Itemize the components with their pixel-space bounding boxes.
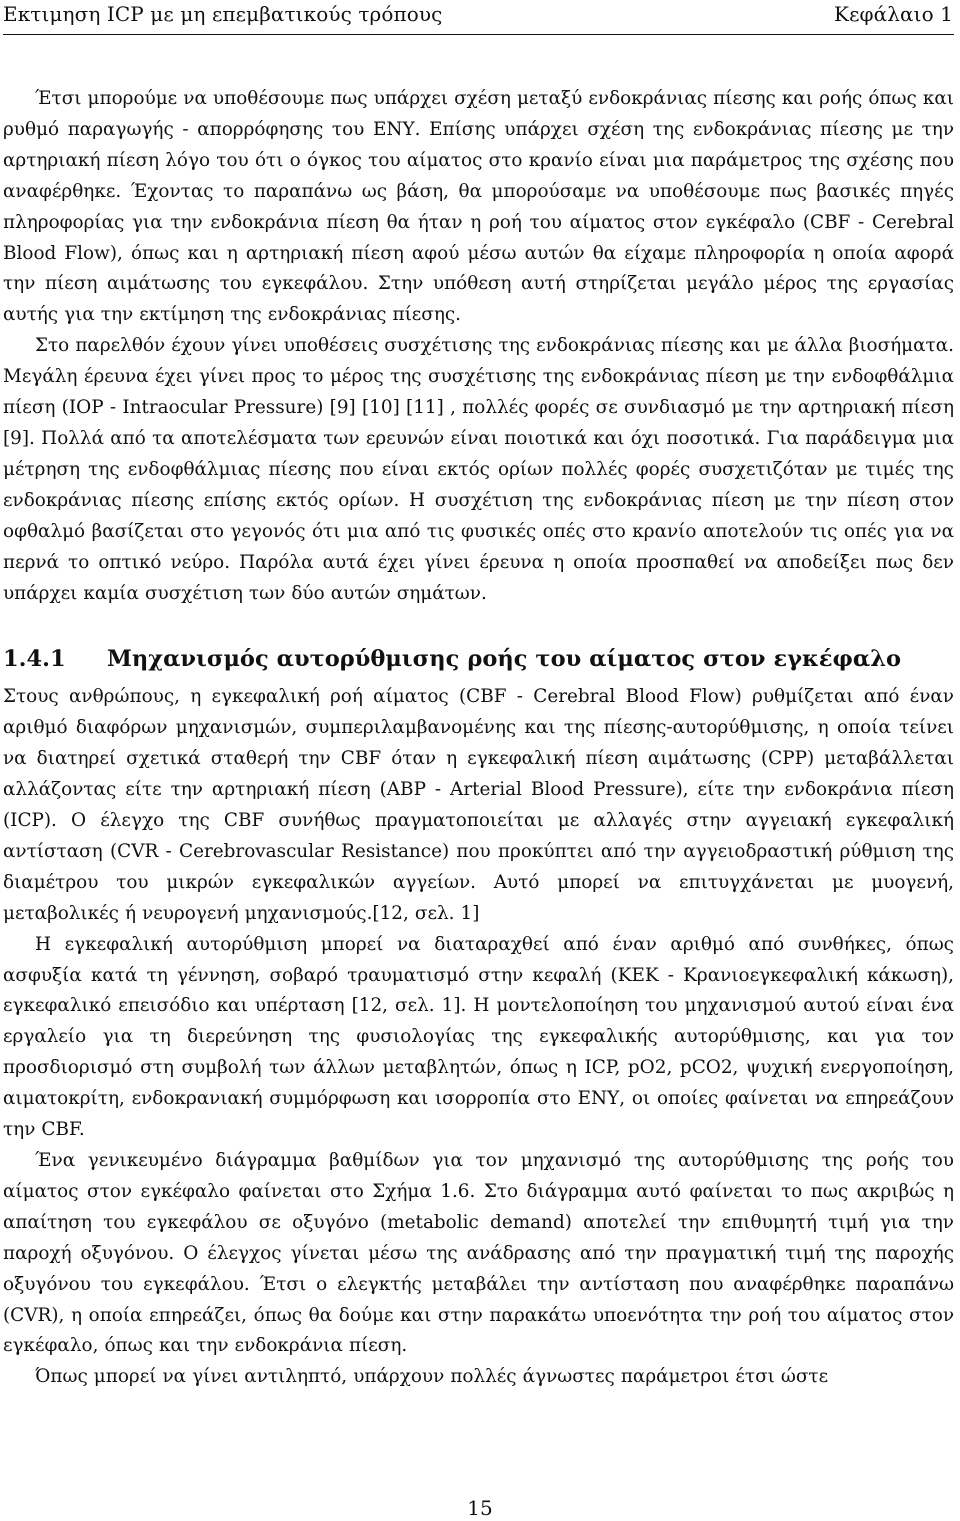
body-text	[3, 84, 954, 1393]
header-chapter: Κεφάλαιο 1	[834, 2, 953, 26]
paragraph: Όπως μπορεί να γίνει αντιληπτό, υπάρχουν πολλές άγνωστες παράμετροι έτσι ώστε	[35, 1366, 829, 1388]
running-header	[3, 0, 953, 30]
paragraph: Η εγκεφαλική αυτορύθμιση μπορεί να διαταραχθεί από έναν αριθμό από συνθήκες, όπως ασφυξία κατά τη γέννηση, σοβαρό τραυματισμό στην κεφαλή (ΚΕΚ - Κρανιοεγκεφαλική κάκωση), εγκεφαλικό επεισόδιο και υπέρταση [12, σελ. 1]. Η μοντελοποίηση του μηχανισμού αυτού είναι ένα εργαλείο για τη διερεύνηση της φυσιολογίας της εγκεφαλικής αυτορύθμισης, και για τον προσδιορισμό στη συμβολή των άλλων μεταβλητών, όπως η ICP, pO2, pCO2, ψυχική ενεργοποίηση, αιματοκρίτη, ενδοκρανιακή συμμόρφωση και ισορροπία στο ΕΝΥ, οι οποίες φαίνεται να επηρεάζουν την CBF.	[3, 933, 954, 1141]
paragraph: Στο παρελθόν έχουν γίνει υποθέσεις συσχέτισης της ενδοκράνιας πίεσης και με άλλα βιοσήματα. Μεγάλη έρευνα έχει γίνει προς το μέρος της συσχέτισης της ενδοκράνιας πίεση με την ενδοφθάλμια πίεση (IOP - Intraocular Pressure) [9] [10] [11] , πολλές φορές σε συνδιασμό με την αρτηριακή πίεση [9]. Πολλά από τα αποτελέσματα των ερευνών είναι ποιοτικά και όχι ποσοτικά. Για παράδειγμα μια μέτρηση της ενδοφθάλμιας πίεσης που είναι εκτός ορίων πολλές φορές συσχετιζόταν με τιμές της ενδοκράνιας πίεσης επίσης εκτός ορίων. Η συσχέτιση της ενδοκράνιας πίεση με την πίεση στον οφθαλμό βασίζεται στο γεγονός ότι μια από τις φυσικές οπές στο κρανίο αποτελούν τις οπές για να περνά το οπτικό νεύρο. Παρόλα αυτά έχει γίνει έρευνα η οποία προσπαθεί να αποδείξει πως δεν υπάρχει καμία συσχέτιση των δύο αυτών σημάτων.	[3, 335, 954, 604]
paragraph: Έτσι μπορούμε να υποθέσουμε πως υπάρχει σχέση μεταξύ ενδοκράνιας πίεσης και ροής όπως και ρυθμό παραγωγής - απορρόφησης του ΕΝΥ. Επίσης υπάρχει σχέση της ενδοκράνιας πίεσης με την αρτηριακή πίεση λόγο του ότι ο όγκος του αίματος στο κρανίο είναι μια παράμετρος της σχέσης που αναφέρθηκε. Έχοντας το παραπάνω ως βάση, θα μπορούσαμε να υποθέσουμε πως βασικές πηγές πληροφορίας για την ενδοκράνια πίεση θα ήταν η ροή του αίματος στον εγκέφαλο (CBF - Cerebral Blood Flow), όπως και η αρτηριακή πίεση αφού μέσω αυτών θα είχαμε πληροφορία η οποία αφορά την πίεση αιμάτωσης του εγκεφάλου. Στην υπόθεση αυτή στηρίζεται μεγάλο μέρος της εργασίας αυτής για την εκτίμηση της ενδοκράνιας πίεσης.	[3, 88, 954, 326]
section-number: 1.4.1	[3, 646, 66, 673]
paragraph: Στους ανθρώπους, η εγκεφαλική ροή αίματος (CBF - Cerebral Blood Flow) ρυθμίζεται από έναν αριθμό διαφόρων μηχανισμών, συμπεριλαμβανομένης και της πίεσης-αυτορύθμισης, η οποία τείνει να διατηρεί σχετικά σταθερή την CBF όταν η εγκεφαλική πίεση αιμάτωσης (CPP) μεταβάλλεται αλλάζοντας είτε την αρτηριακή πίεση (ABP - Arterial Blood Pressure), είτε την ενδοκράνια πίεση (ICP). Ο έλεγχο της CBF συνήθως πραγματοποιείται με αλλαγές στην αγγειακή εγκεφαλική αντίσταση (CVR - Cerebrovascular Resistance) που προκύπτει από την αγγειοδραστική ρύθμιση της διαμέτρου του μικρών εγκεφαλικών αγγείων. Αυτό μπορεί να επιτυγχάνεται με μυογενή, μεταβολικές ή νευρογενή μηχανισμούς.[12, σελ. 1]	[3, 686, 954, 924]
section-title: Μηχανισμός αυτορύθμισης ροής του αίματος στον εγκέφαλο	[107, 646, 901, 673]
paragraph: Ένα γενικευμένο διάγραμμα βαθμίδων για τον μηχανισμό της αυτορύθμισης της ροής του αίματος στον εγκέφαλο φαίνεται στο Σχήμα 1.6. Στο διάγραμμα αυτό φαίνεται το πως ακριβώς η απαίτηση του εγκεφάλου σε οξυγόνο (metabolic demand) αποτελεί την επιθυμητή τιμή για την παροχή οξυγόνου. Ο έλεγχος γίνεται μέσω της ανάδρασης από την πραγματική τιμή της παροχής οξυγόνου του εγκεφάλου. Έτσι ο ελεγκτής μεταβάλει την αντίσταση που αναφέρθηκε παραπάνω (CVR), η οποία επηρεάζει, όπως θα δούμε και στην παρακάτω υποενότητα την ροή του αίματος στον εγκέφαλο, όπως και την ενδοκράνια πίεση.	[3, 1150, 954, 1357]
page-number: 15	[467, 1496, 493, 1520]
header-rule	[3, 34, 954, 35]
section-heading	[3, 643, 954, 675]
header-title: Εκτιμηση ICP με μη επεμβατικούς τρόπους	[3, 2, 443, 26]
